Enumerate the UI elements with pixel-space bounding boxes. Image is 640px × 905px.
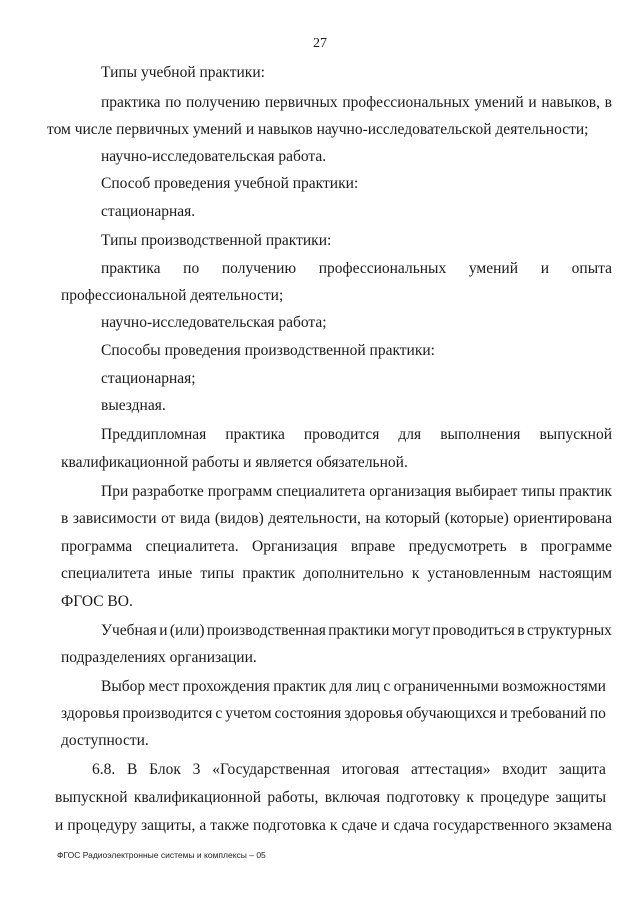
word: «Государственная (212, 761, 330, 778)
word: Выбор (101, 678, 146, 695)
word: 6.8. (92, 761, 116, 778)
word: лиц (355, 678, 380, 695)
word: к (411, 565, 420, 582)
paragraph-line: научно-исследовательская работа. (101, 148, 327, 165)
word: практика (101, 94, 161, 111)
word: практик (273, 678, 327, 695)
word: прохождения (182, 678, 270, 695)
word: проводится (303, 426, 380, 443)
word: аттестация» (411, 761, 491, 778)
paragraph-line (55, 817, 612, 835)
word: первичных (264, 94, 338, 111)
word: обучающихся (405, 705, 497, 722)
word: проводиться (432, 622, 515, 639)
word: В (127, 761, 138, 778)
page-footer: ФГОС Радиоэлектронные системы и комплексы – 05 (57, 850, 266, 860)
word: программа (61, 538, 133, 555)
word: навыков, (541, 94, 600, 111)
paragraph-line: Способ проведения учебной практики: (101, 175, 359, 192)
word: могут (391, 622, 431, 639)
word: программ (207, 483, 273, 500)
word: защиты, (141, 817, 196, 834)
word: ограниченными (393, 678, 499, 695)
word: для (398, 426, 422, 443)
page-number: 27 (313, 36, 327, 51)
word: и (528, 94, 537, 111)
word: зависимости (72, 510, 157, 527)
word: структурных (526, 622, 612, 639)
word: ориентирована (513, 510, 612, 527)
word: подготовку (386, 789, 461, 806)
paragraph-line: доступности. (61, 732, 149, 749)
word: специалитета (276, 483, 366, 500)
paragraph-line (61, 565, 612, 583)
word: Учебная (101, 622, 157, 639)
word: а (199, 817, 207, 834)
paragraph-line (61, 705, 606, 723)
word: выпускной (55, 789, 128, 806)
word: опыта (571, 260, 612, 277)
word: и (159, 622, 168, 639)
word: Организация (252, 538, 338, 555)
paragraph-practice-types-heading: Типы учебной практики: (101, 64, 265, 81)
word: выполнения (440, 426, 521, 443)
word: к (466, 789, 474, 806)
word: производственная (206, 622, 326, 639)
paragraph-line: стационарная. (101, 203, 196, 220)
word: сдача (393, 817, 430, 834)
paragraph-line (55, 789, 606, 807)
word: итоговая (341, 761, 400, 778)
word: профессиональных (342, 94, 470, 111)
word: возможностями (502, 678, 606, 695)
word: выбирает (455, 483, 518, 500)
word: типы (200, 565, 235, 582)
word: программе (540, 538, 612, 555)
word: настоящим (538, 565, 612, 582)
paragraph-line: выездная. (101, 397, 166, 414)
word: и (381, 817, 390, 834)
word: с (215, 705, 223, 722)
paragraph-line: Способы проведения производственной практики: (101, 342, 435, 359)
word: получению (185, 94, 261, 111)
word: по (183, 260, 200, 277)
word: экзамена (553, 817, 612, 834)
word: на (365, 510, 381, 527)
word: умений (474, 94, 524, 111)
word: в (520, 538, 528, 555)
word: учетом (225, 705, 272, 722)
word: требований (510, 705, 587, 722)
word: профессиональных (318, 260, 447, 277)
paragraph-line (101, 260, 612, 278)
word: здоровья (344, 705, 403, 722)
word: работы, (267, 789, 319, 806)
paragraph-line (92, 761, 606, 779)
word: процедуре (480, 789, 550, 806)
word: дополнительно (303, 565, 404, 582)
word: практика (101, 260, 161, 277)
word: Преддипломная (101, 426, 207, 443)
word: по (165, 94, 182, 111)
paragraph-line: ФГОС ВО. (61, 593, 133, 610)
paragraph-line: подразделениях организации. (61, 649, 257, 666)
paragraph-line: Типы производственной практики: (101, 232, 332, 249)
word: в (517, 622, 525, 639)
paragraph-line (101, 483, 612, 501)
paragraph-line (101, 678, 606, 696)
paragraph-line: стационарная; (101, 370, 196, 387)
paragraph-line: научно-исследовательская работа; (101, 314, 327, 331)
word: предусмотреть (408, 538, 507, 555)
word: государственного (433, 817, 550, 834)
word: (видов) (214, 510, 264, 527)
word: к (329, 817, 338, 834)
word: разработке (132, 483, 204, 500)
word: который (385, 510, 441, 527)
word: с (383, 678, 391, 695)
word: практики (328, 622, 390, 639)
word: также (210, 817, 250, 834)
word: включая (324, 789, 381, 806)
word: по (589, 705, 606, 722)
word: и (55, 817, 64, 834)
word: от (161, 510, 176, 527)
word: для (329, 678, 353, 695)
word: иные (158, 565, 193, 582)
word: и (499, 705, 508, 722)
word: производится (122, 705, 213, 722)
word: подготовка (253, 817, 326, 834)
paragraph-line (101, 426, 612, 444)
paragraph-line: профессиональной деятельности; (61, 287, 284, 304)
word: вправе (350, 538, 396, 555)
paragraph-line: том числе первичных умений и навыков научно-исследовательской деятельности; (47, 121, 589, 138)
word: получению (221, 260, 297, 277)
paragraph-line (101, 622, 612, 640)
word: и (540, 260, 549, 277)
word: сдаче (341, 817, 378, 834)
word: практик (242, 565, 296, 582)
word: При (101, 483, 129, 500)
word: процедуру (67, 817, 138, 834)
word: практика (225, 426, 285, 443)
paragraph-line (101, 94, 612, 112)
word: защита (558, 761, 606, 778)
word: здоровья (61, 705, 120, 722)
word: состояния (274, 705, 342, 722)
word: специалитета. (145, 538, 239, 555)
word: деятельности, (268, 510, 361, 527)
word: квалификационной (133, 789, 262, 806)
word: входит (502, 761, 548, 778)
word: выпускной (539, 426, 612, 443)
word: специалитета (61, 565, 151, 582)
word: установленным (427, 565, 531, 582)
word: организация (369, 483, 452, 500)
word: практик (559, 483, 612, 500)
word: в (604, 94, 612, 111)
paragraph-line (61, 510, 612, 528)
word: типы (521, 483, 556, 500)
word: вида (179, 510, 211, 527)
paragraph-line (61, 538, 612, 556)
word: (или) (169, 622, 205, 639)
word: в (61, 510, 69, 527)
word: 3 (192, 761, 201, 778)
word: Блок (149, 761, 181, 778)
word: мест (148, 678, 180, 695)
word: умений (468, 260, 519, 277)
word: защиты (555, 789, 606, 806)
paragraph-line: квалификационной работы и является обязательной. (61, 454, 408, 471)
word: (которые) (444, 510, 509, 527)
